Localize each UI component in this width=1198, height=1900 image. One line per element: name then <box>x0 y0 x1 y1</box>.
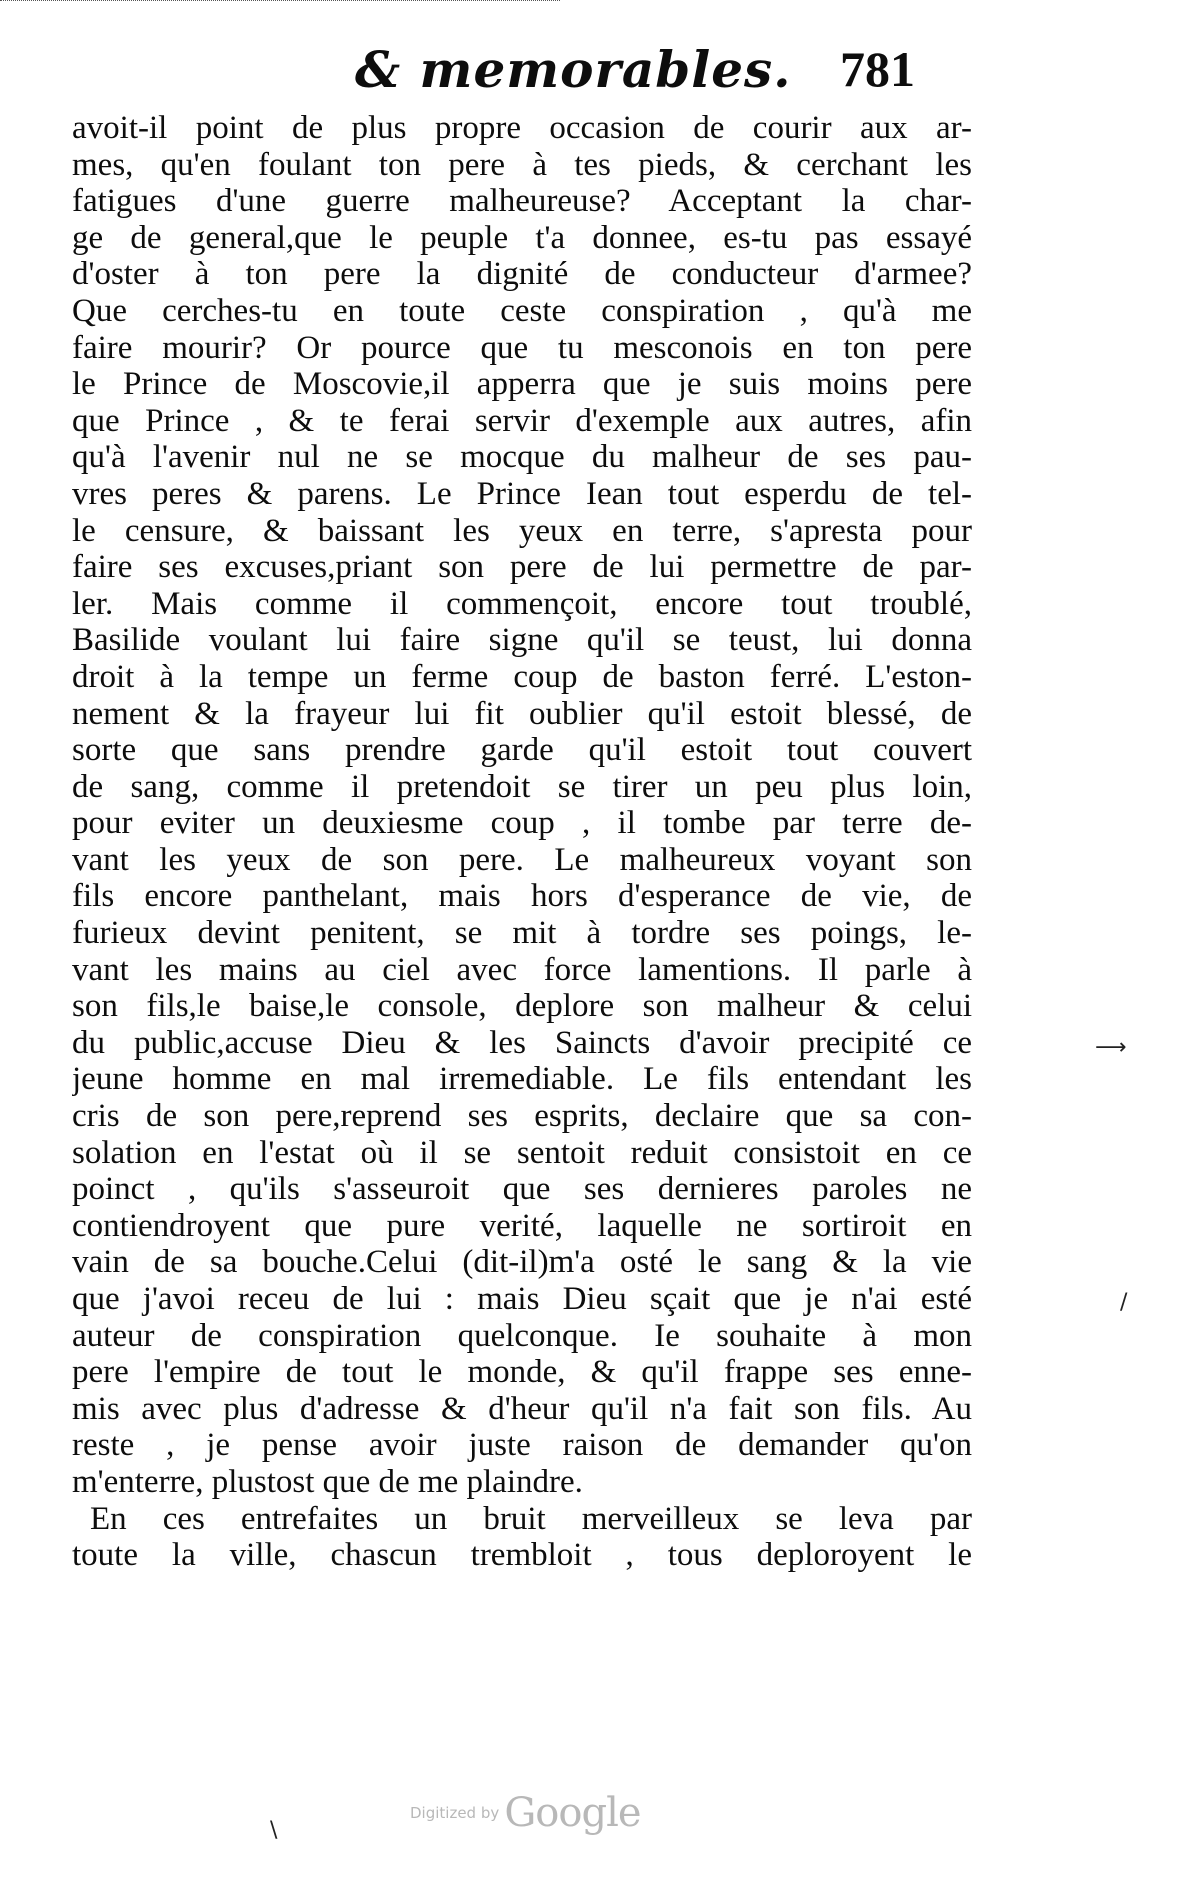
text-line: vant les yeux de son pere. Le malheureux voyant son <box>72 841 972 878</box>
text-line: vres peres & parens. Le Prince Iean tout esperdu de tel- <box>72 475 972 512</box>
body-text <box>72 110 972 1574</box>
text-line: reste , je pense avoir juste raison de demander qu'on <box>72 1427 972 1464</box>
text-line: du public,accuse Dieu & les Saincts d'avoir precipité ce <box>72 1024 972 1061</box>
text-line: fatigues d'une guerre malheureuse? Acceptant la char- <box>72 183 972 220</box>
text-line: pere l'empire de tout le monde, & qu'il frappe ses enne- <box>72 1354 972 1391</box>
text-line: ge de general,que le peuple t'a donnee, es-tu pas essayé <box>72 219 972 256</box>
digitized-by-google-watermark <box>410 1790 710 1836</box>
running-head: & memorables. <box>355 40 792 99</box>
text-line: son fils,le baise,le console, deplore son malheur & celui <box>72 988 972 1025</box>
google-logo: Google <box>504 1790 641 1836</box>
text-line: poinct , qu'ils s'asseuroit que ses dernieres paroles ne <box>72 1171 972 1208</box>
text-line: qu'à l'avenir nul ne se mocque du malheur de ses pau- <box>72 439 972 476</box>
text-line: nement & la frayeur lui fit oublier qu'il estoit blessé, de <box>72 695 972 732</box>
text-line: mes, qu'en foulant ton pere à tes pieds, & cerchant les <box>72 146 972 183</box>
text-line: que j'avoi receu de lui : mais Dieu sçait que je n'ai esté <box>72 1281 972 1317</box>
text-line: jeune homme en mal irremediable. Le fils entendant les <box>72 1061 972 1098</box>
text-line: le censure, & baissant les yeux en terre, s'apresta pour <box>72 512 972 549</box>
text-line: d'oster à ton pere la dignité de conducteur d'armee? <box>72 256 972 293</box>
stray-mark: ⟶ <box>1095 1035 1127 1060</box>
text-line: droit à la tempe un ferme coup de baston ferré. L'eston- <box>72 658 972 695</box>
text-line: de sang, comme il pretendoit se tirer un peu plus loin, <box>72 768 972 805</box>
text-line: contiendroyent que pure verité, laquelle ne sortiroit en <box>72 1207 972 1244</box>
text-line: vant les mains au ciel avec force lamentions. Il parle à <box>72 951 972 988</box>
stray-mark: / <box>1120 1290 1128 1315</box>
text-line: avoit-il point de plus propre occasion de courir aux ar- <box>72 110 972 146</box>
text-line: Que cerches-tu en toute ceste conspiration , qu'à me <box>72 292 972 329</box>
text-line: faire mourir? Or pource que tu mesconois en ton pere <box>72 329 972 366</box>
text-line: Basilide voulant lui faire signe qu'il se teust, lui donna <box>72 622 972 659</box>
text-line: pour eviter un deuxiesme coup , il tombe par terre de- <box>72 805 972 842</box>
text-line: mis avec plus d'adresse & d'heur qu'il n'a fait son fils. Au <box>72 1390 972 1427</box>
page-number: 781 <box>840 41 915 97</box>
text-line: vain de sa bouche.Celui (dit-il)m'a osté le sang & la vie <box>72 1244 972 1281</box>
text-line: En ces entrefaites un bruit merveilleux se leva par <box>90 1500 972 1537</box>
text-line: faire ses excuses,priant son pere de lui permettre de par- <box>72 549 972 586</box>
text-line: solation en l'estat où il se sentoit reduit consistoit en ce <box>72 1134 972 1171</box>
text-line: le Prince de Moscovie,il apperra que je suis moins pere <box>72 366 972 403</box>
stray-mark: \ <box>270 1818 278 1843</box>
text-line: que Prince , & te ferai servir d'exemple aux autres, afin <box>72 402 972 439</box>
top-edge-rule <box>0 0 560 5</box>
text-line: fils encore panthelant, mais hors d'esperance de vie, de <box>72 878 972 915</box>
text-line: ler. Mais comme il commençoit, encore tout troublé, <box>72 585 972 622</box>
text-line: cris de son pere,reprend ses esprits, declaire que sa con- <box>72 1098 972 1135</box>
text-line: sorte que sans prendre garde qu'il estoit tout couvert <box>72 732 972 769</box>
text-line: toute la ville, chascun trembloit , tous deploroyent le <box>72 1537 972 1574</box>
digitized-by-label: Digitized by <box>410 1804 500 1822</box>
text-line: auteur de conspiration quelconque. Ie souhaite à mon <box>72 1317 972 1354</box>
text-line: furieux devint penitent, se mit à tordre ses poings, le- <box>72 915 972 952</box>
text-line: m'enterre, plustost que de me plaindre. <box>72 1463 583 1500</box>
